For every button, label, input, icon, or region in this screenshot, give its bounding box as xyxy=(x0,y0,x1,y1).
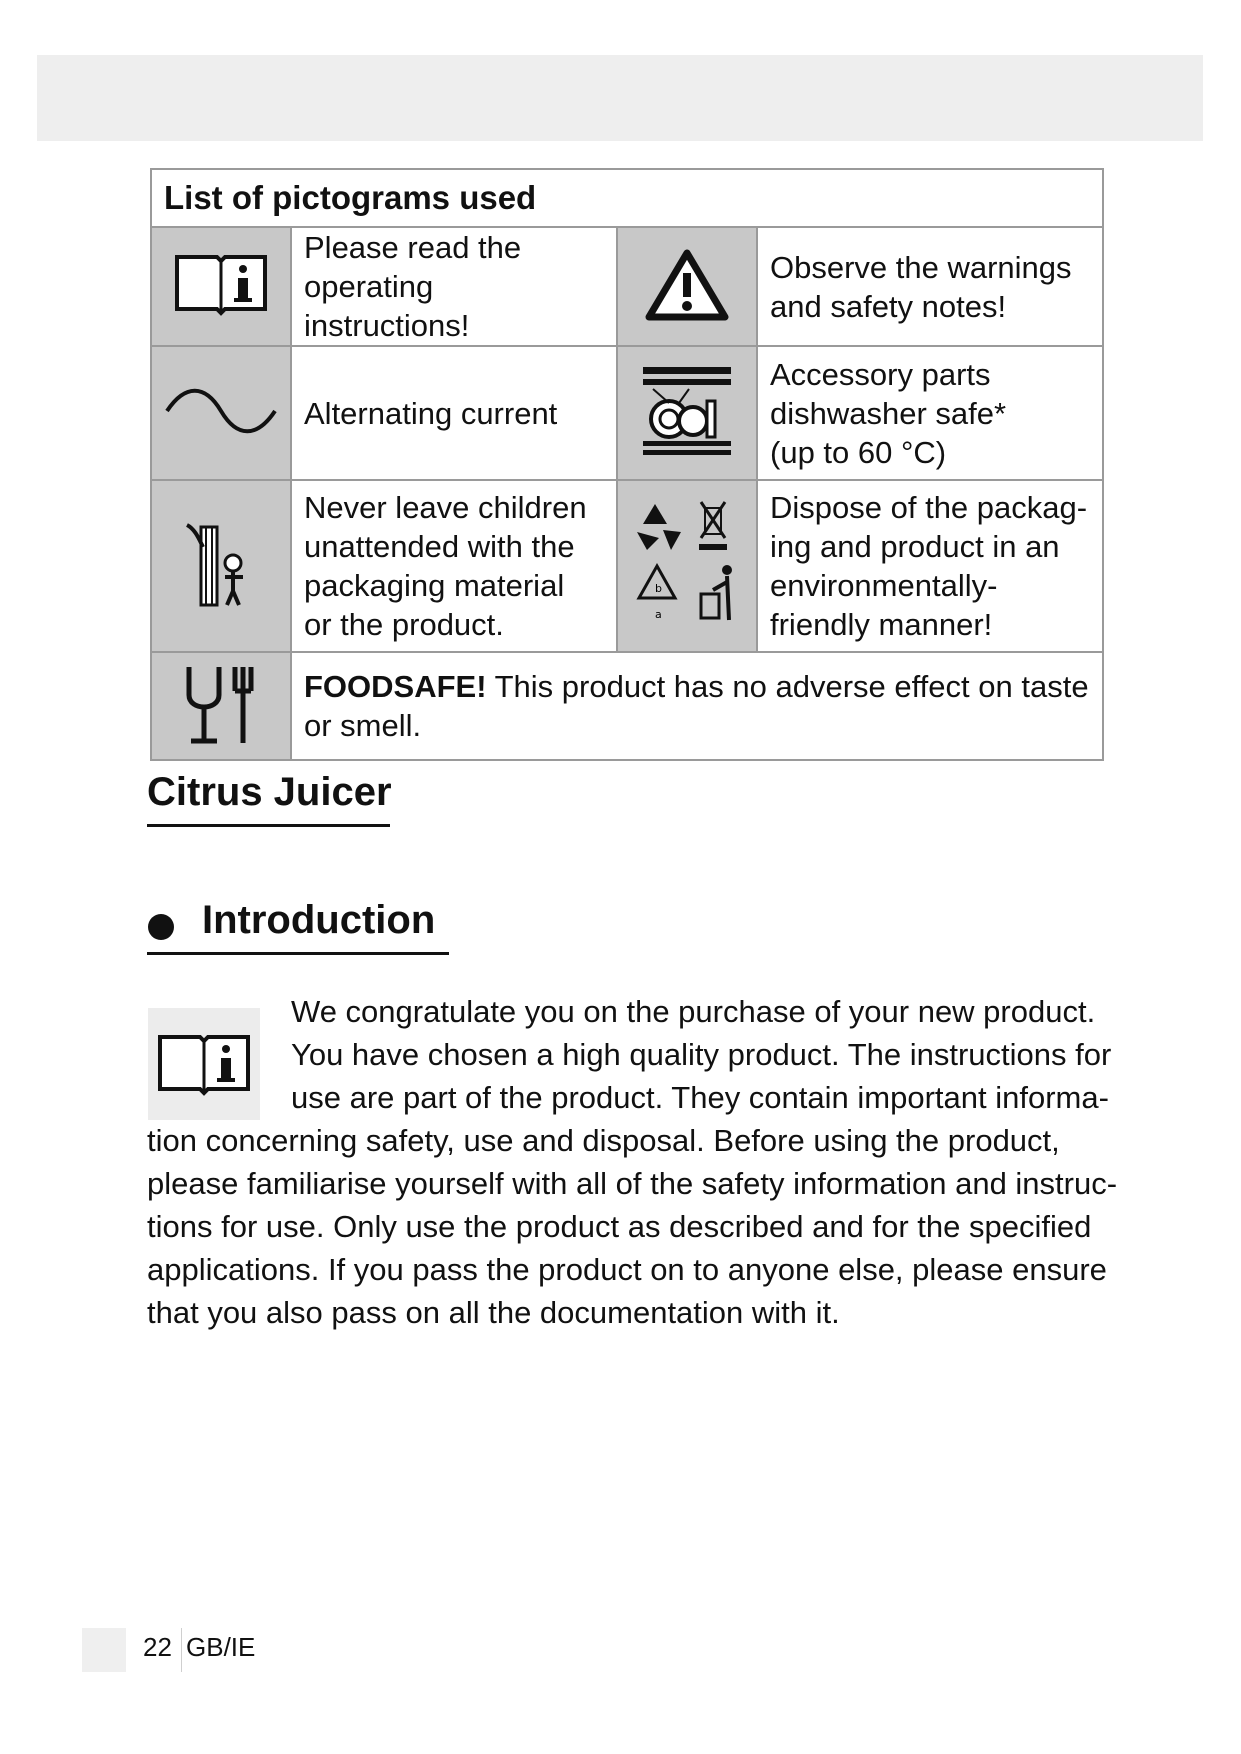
page-language: GB/IE xyxy=(186,1632,256,1662)
page-number: 22 xyxy=(143,1632,172,1662)
intro-line-8: that you also pass on all the documentation with it. xyxy=(147,1295,840,1330)
section-bullet xyxy=(148,914,174,940)
recycling-disposal-icon xyxy=(617,480,757,652)
intro-line-4: tion concerning safety, use and disposal. Before using the product, xyxy=(147,1123,1060,1158)
pictogram-text-dispose: Dispose of the packag- ing and product in an environmentally- friendly manner! xyxy=(757,480,1103,652)
pictogram-table-title: List of pictograms used xyxy=(151,169,1103,227)
foodsafe-text: FOODSAFE! This product has no adverse effect on taste or smell. xyxy=(291,652,1103,760)
product-title-underline xyxy=(147,824,390,827)
intro-line-6: tions for use. Only use the product as described and for the specified xyxy=(147,1209,1092,1244)
intro-line-3: use are part of the product. They contain important informa- xyxy=(291,1080,1109,1115)
recycle-label-b: b xyxy=(655,581,662,595)
intro-line-5: please familiarise yourself with all of the safety information and instruc- xyxy=(147,1166,1118,1201)
intro-line-7: applications. If you pass the product on to anyone else, please ensure xyxy=(147,1252,1107,1287)
intro-line-1: We congratulate you on the purchase of your new product. xyxy=(291,994,1096,1029)
pictogram-text-read-instructions: Please read the operating instructions! xyxy=(291,227,617,346)
section-title-underline xyxy=(147,952,449,955)
pictogram-table xyxy=(150,168,1104,761)
book-info-icon xyxy=(151,227,291,346)
dishwasher-icon xyxy=(617,346,757,480)
section-title: Introduction xyxy=(202,898,436,942)
footer-divider xyxy=(181,1628,182,1672)
child-safety-icon xyxy=(151,480,291,652)
pictogram-text-children: Never leave children unattended with the packaging material or the product. xyxy=(291,480,617,652)
alternating-current-icon xyxy=(151,346,291,480)
product-title: Citrus Juicer xyxy=(147,770,392,814)
pictogram-text-alternating-current: Alternating current xyxy=(291,346,617,480)
intro-line-2: You have chosen a high quality product. The instructions for xyxy=(291,1037,1112,1072)
pictogram-text-warnings: Observe the warnings and safety notes! xyxy=(757,227,1103,346)
header-band xyxy=(37,55,1203,141)
recycle-label-a: a xyxy=(655,607,662,621)
pictogram-text-dishwasher-safe: Accessory parts dishwasher safe* (up to 60 °C) xyxy=(757,346,1103,480)
foodsafe-glass-fork-icon xyxy=(151,652,291,760)
intro-book-info-icon xyxy=(148,1008,260,1120)
page-marker xyxy=(82,1628,126,1672)
warning-triangle-icon xyxy=(617,227,757,346)
